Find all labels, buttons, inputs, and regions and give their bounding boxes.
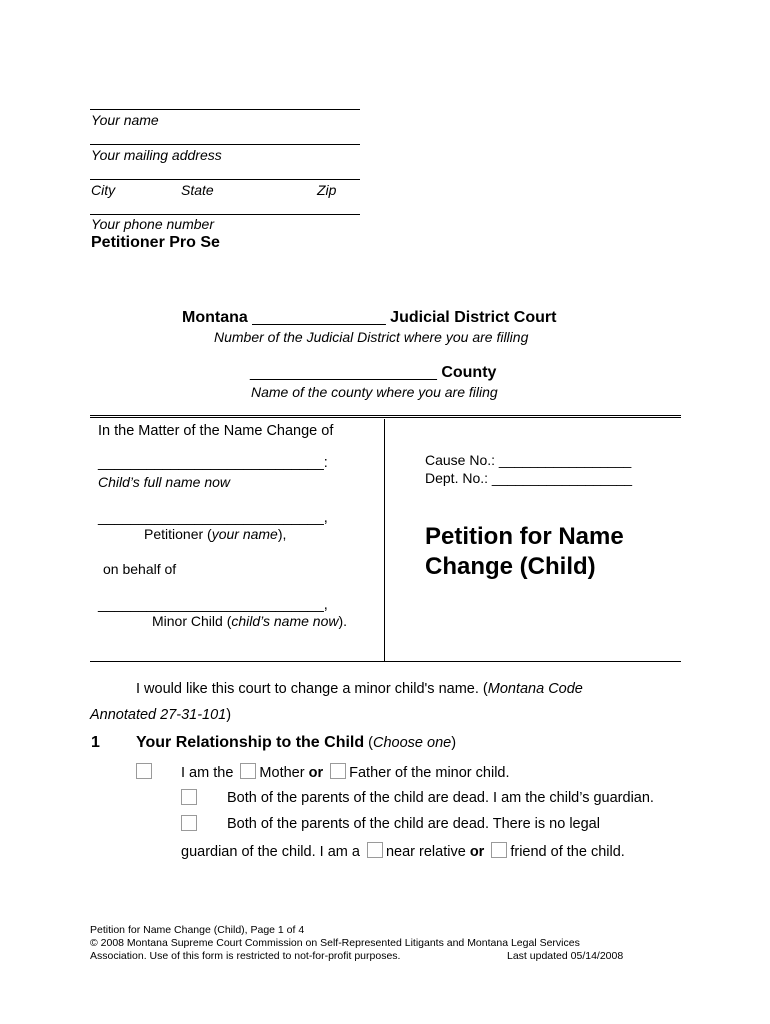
montana-text: Montana	[182, 309, 248, 326]
option-no-guardian-checkbox[interactable]	[181, 815, 197, 831]
zip-label: Zip	[317, 182, 337, 198]
intro-code: Montana Code	[487, 681, 583, 697]
intro-code-end: )	[226, 707, 232, 723]
petitioner-name-label	[144, 526, 286, 542]
near-relative-label: near relative	[385, 844, 466, 860]
cause-number: Cause No.: _________________	[425, 452, 632, 468]
petitioner-label-start: Petitioner (	[144, 526, 212, 542]
phone-label: Your phone number	[91, 216, 214, 232]
option-guardian-text: Both of the parents of the child are dead. I am the child’s guardian.	[227, 790, 654, 806]
near-relative-checkbox[interactable]	[367, 842, 383, 858]
friend-label: friend of the child.	[510, 844, 625, 860]
petitioner-pro-se: Petitioner Pro Se	[91, 234, 220, 251]
minor-label-end: ).	[338, 613, 348, 629]
option-guardian-checkbox[interactable]	[181, 789, 197, 805]
dept-number: Dept. No.: __________________	[425, 470, 633, 486]
father-label: Father of the minor child.	[349, 765, 510, 781]
caption-divider	[384, 419, 385, 662]
district-hint: Number of the Judicial District where you are filling	[214, 329, 529, 345]
option-parent-text	[181, 763, 510, 781]
option-parent-checkbox[interactable]	[136, 763, 152, 779]
section-heading	[136, 734, 456, 752]
mother-label: Mother	[259, 765, 305, 781]
mother-checkbox[interactable]	[240, 763, 256, 779]
city-label: City	[91, 182, 116, 198]
city-line	[90, 179, 360, 180]
option-no-guardian-line1: Both of the parents of the child are dead. There is no legal	[227, 816, 600, 832]
address-line	[90, 144, 360, 145]
choose-open: (	[364, 735, 373, 751]
intro-line-1	[136, 681, 583, 697]
father-checkbox[interactable]	[330, 763, 346, 779]
choose-close: )	[451, 735, 457, 751]
on-behalf-text: on behalf of	[103, 561, 177, 577]
county-hint: Name of the county where you are filing	[251, 384, 498, 400]
title-line-1: Petition for Name	[425, 523, 624, 550]
court-title	[182, 309, 556, 327]
county-blank: _____________________	[250, 364, 437, 381]
document-title	[425, 522, 624, 582]
petitioner-label-ital: your name	[211, 526, 278, 542]
option-no-guardian-line2	[181, 842, 625, 860]
footer-copyright: © 2008 Montana Supreme Court Commission on Self-Represented Litigants and Montana Legal Services	[90, 937, 580, 949]
section-heading-text: Your Relationship to the Child	[136, 734, 365, 751]
minor-label-ital: child’s name now	[231, 613, 339, 629]
intro-code-cont: Annotated 27-31-101	[90, 707, 227, 723]
opt1-prefix: I am the	[181, 765, 234, 781]
county-title	[250, 364, 496, 382]
phone-line	[90, 214, 360, 215]
minor-label-start: Minor Child (	[152, 613, 232, 629]
intro-line-2	[90, 707, 231, 723]
opt3-or: or	[469, 844, 485, 860]
friend-checkbox[interactable]	[491, 842, 507, 858]
minor-name-label	[152, 613, 347, 629]
name-line	[90, 109, 360, 110]
section-number: 1	[91, 734, 100, 751]
intro-text: I would like this court to change a minor child's name. (	[136, 681, 488, 697]
caption-bottom-rule	[90, 661, 681, 662]
mailing-address-label: Your mailing address	[91, 147, 222, 163]
your-name-label: Your name	[91, 112, 159, 128]
opt3-prefix: guardian of the child. I am a	[181, 844, 360, 860]
footer-page-info: Petition for Name Change (Child), Page 1 of 4	[90, 924, 305, 936]
matter-text: In the Matter of the Name Change of	[98, 423, 334, 439]
choose-one: Choose one	[373, 735, 452, 751]
caption-top-rule	[90, 415, 681, 418]
footer-usage: Association. Use of this form is restricted to not-for-profit purposes.	[90, 950, 401, 962]
opt1-or: or	[308, 765, 324, 781]
district-blank: _______________	[252, 309, 386, 326]
petitioner-label-end: ),	[277, 526, 287, 542]
minor-name-line: ____________________________,	[98, 597, 328, 613]
county-text: County	[441, 364, 497, 381]
state-label: State	[181, 182, 214, 198]
child-name-label: Child’s full name now	[98, 474, 231, 490]
petitioner-name-line: ____________________________,	[98, 510, 328, 526]
title-line-2: Change (Child)	[425, 553, 596, 580]
district-court-text: Judicial District Court	[390, 309, 557, 326]
child-name-line: ____________________________:	[98, 455, 328, 471]
footer-updated: Last updated 05/14/2008	[507, 950, 624, 962]
